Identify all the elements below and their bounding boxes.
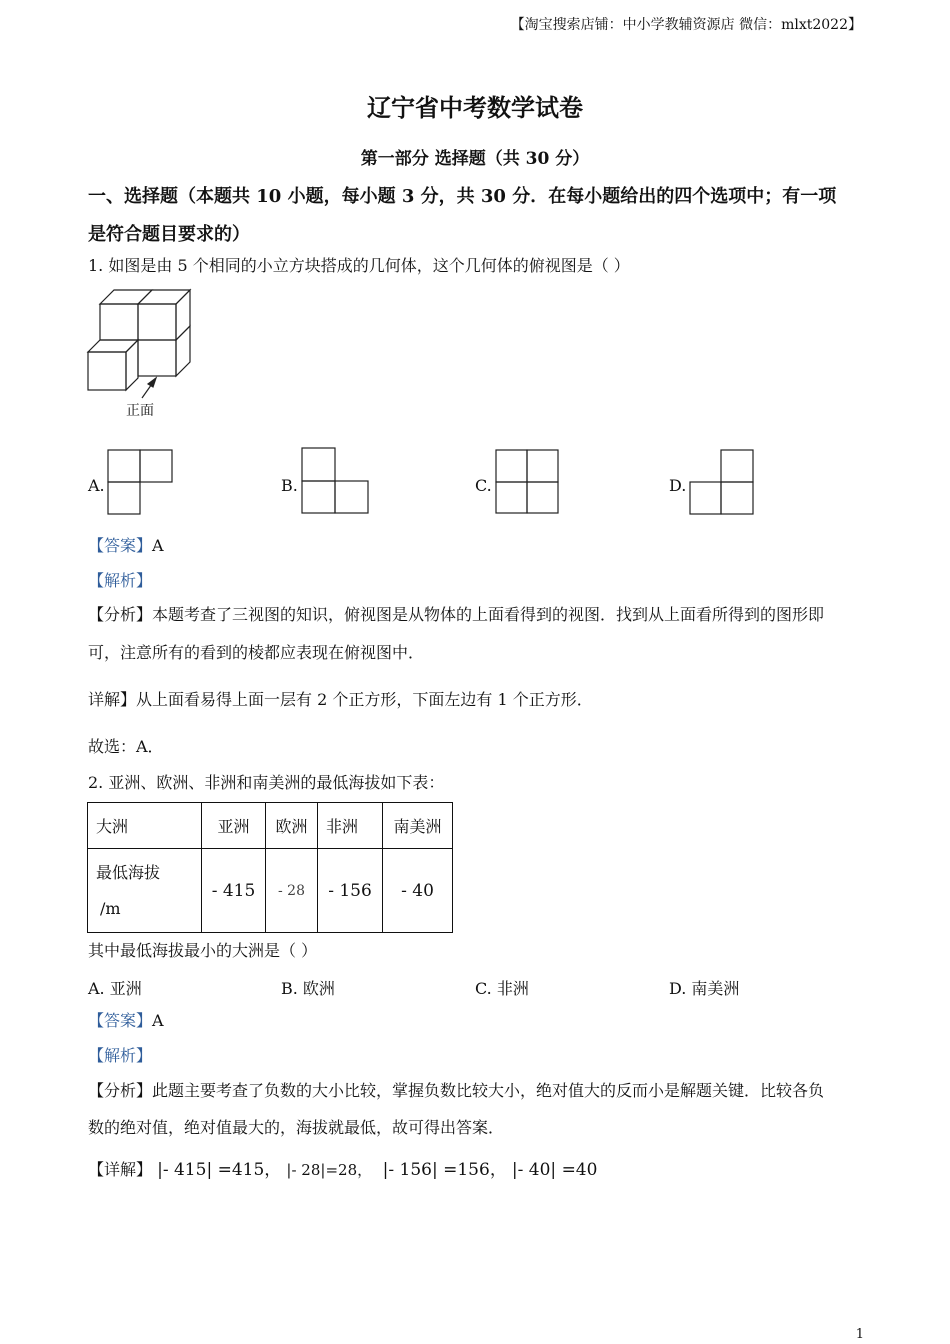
q1-option-b-label: B. [281, 476, 298, 495]
detail-tag: 【详解】 [88, 1160, 153, 1179]
table-header-row [88, 803, 453, 849]
front-label: 正面 [126, 403, 154, 419]
abs-expr: |- 415| =415， [157, 1160, 282, 1180]
table-row [88, 849, 453, 933]
abs-sep: ， [357, 1161, 373, 1179]
abs-inner: - 28 [291, 1161, 321, 1179]
abs-result: =28 [325, 1161, 358, 1179]
continent-elevation-table [87, 802, 453, 933]
q1-stem: 1. 如图是由 5 个相同的小立方块搭成的几何体，这个几何体的俯视图是（ ） [88, 256, 630, 275]
q1-analysis-tag: 【解析】 [88, 571, 153, 590]
fenxi-tag: 【分析】 [88, 605, 153, 624]
q1-option-a-label: A. [88, 476, 105, 495]
abs-result: =415 [217, 1160, 265, 1180]
q1-option-c-label: C. [475, 476, 492, 495]
abs-inner: - 156 [388, 1160, 432, 1180]
table-cell: 非洲 [318, 803, 383, 849]
q1-answer [88, 536, 164, 556]
q2-fenxi-line1 [88, 1081, 824, 1101]
q1-option-d-label: D. [669, 476, 687, 495]
page-number: 1 [855, 1327, 864, 1342]
table-cell: - 40 [383, 849, 453, 933]
q2-stem: 2. 亚洲、欧洲、非洲和南美洲的最低海拔如下表： [88, 773, 445, 792]
q2-analysis-tag: 【解析】 [88, 1046, 153, 1065]
q1-option-d-figure[interactable] [688, 448, 758, 516]
table-cell: 大洲 [88, 803, 202, 849]
q1-detail: 详解】从上面看易得上面一层有 2 个正方形，下面左边有 1 个正方形． [88, 690, 593, 709]
answer-tag: 【答案】 [88, 536, 153, 555]
table-cell: 南美洲 [383, 803, 453, 849]
table-cell [88, 849, 202, 933]
abs-result: =40 [561, 1160, 598, 1180]
q2-question: 其中最低海拔最小的大洲是（ ） [88, 941, 318, 960]
q2-option-c[interactable]: C. 非洲 [475, 979, 529, 998]
abs-sep: ， [264, 1160, 282, 1180]
page-header: 【淘宝搜索店铺：中小学教辅资源店 微信：mlxt2022】 [510, 17, 862, 33]
abs-expr: |- 28|=28， [286, 1161, 373, 1179]
q1-option-a-figure[interactable] [106, 448, 176, 516]
q2-answer-value: A [152, 1011, 164, 1030]
section-heading-line2: 是符合题目要求的） [88, 224, 250, 245]
q2-option-d[interactable]: D. 南美洲 [669, 979, 740, 998]
part-title: 第一部分 选择题（共 30 分） [360, 149, 590, 169]
q1-option-b-figure[interactable] [300, 446, 372, 516]
q1-option-c-figure[interactable] [494, 448, 562, 516]
abs-sep: ， [489, 1160, 507, 1180]
answer-tag: 【答案】 [88, 1011, 153, 1030]
q2-answer [88, 1011, 164, 1031]
table-cell: - 28 [266, 849, 318, 933]
section-heading-line1: 一、选择题（本题共 10 小题，每小题 3 分，共 30 分．在每小题给出的四个选项中；有一项 [88, 186, 837, 207]
q1-answer-value: A [152, 536, 164, 555]
q2-option-b[interactable]: B. 欧洲 [281, 979, 335, 998]
abs-expr: |- 40| =40 [511, 1160, 598, 1180]
fenxi-tag: 【分析】 [88, 1081, 153, 1100]
table-cell: 欧洲 [266, 803, 318, 849]
q2-option-a[interactable]: A. 亚洲 [88, 979, 142, 998]
page-title: 辽宁省中考数学试卷 [367, 93, 583, 122]
abs-result: =156 [443, 1160, 490, 1180]
table-cell: - 415 [202, 849, 266, 933]
q1-fenxi-text: 本题考查了三视图的知识，俯视图是从物体的上面看得到的视图．找到从上面看所得到的图形即 [152, 605, 825, 624]
q2-fenxi-line2: 数的绝对值，绝对值最大的，海拔就最低，故可得出答案． [88, 1118, 505, 1137]
q1-conclusion: 故选：A． [88, 737, 164, 756]
abs-inner: - 415 [162, 1160, 207, 1180]
row-label-line2: /m [100, 898, 121, 918]
abs-expr: |- 156| =156， [377, 1160, 507, 1180]
q1-fenxi-line1 [88, 605, 824, 625]
table-cell: - 156 [318, 849, 383, 933]
row-label-line1: 最低海拔 [96, 862, 161, 882]
table-cell: 亚洲 [202, 803, 266, 849]
abs-inner: - 40 [517, 1160, 551, 1180]
q1-fenxi-line2: 可，注意所有的看到的棱都应表现在俯视图中． [88, 643, 425, 662]
q2-fenxi-text: 此题主要考查了负数的大小比较，掌握负数比较大小，绝对值大的反而小是解题关键．比较各负 [152, 1081, 825, 1100]
q2-detail-line [88, 1160, 597, 1180]
